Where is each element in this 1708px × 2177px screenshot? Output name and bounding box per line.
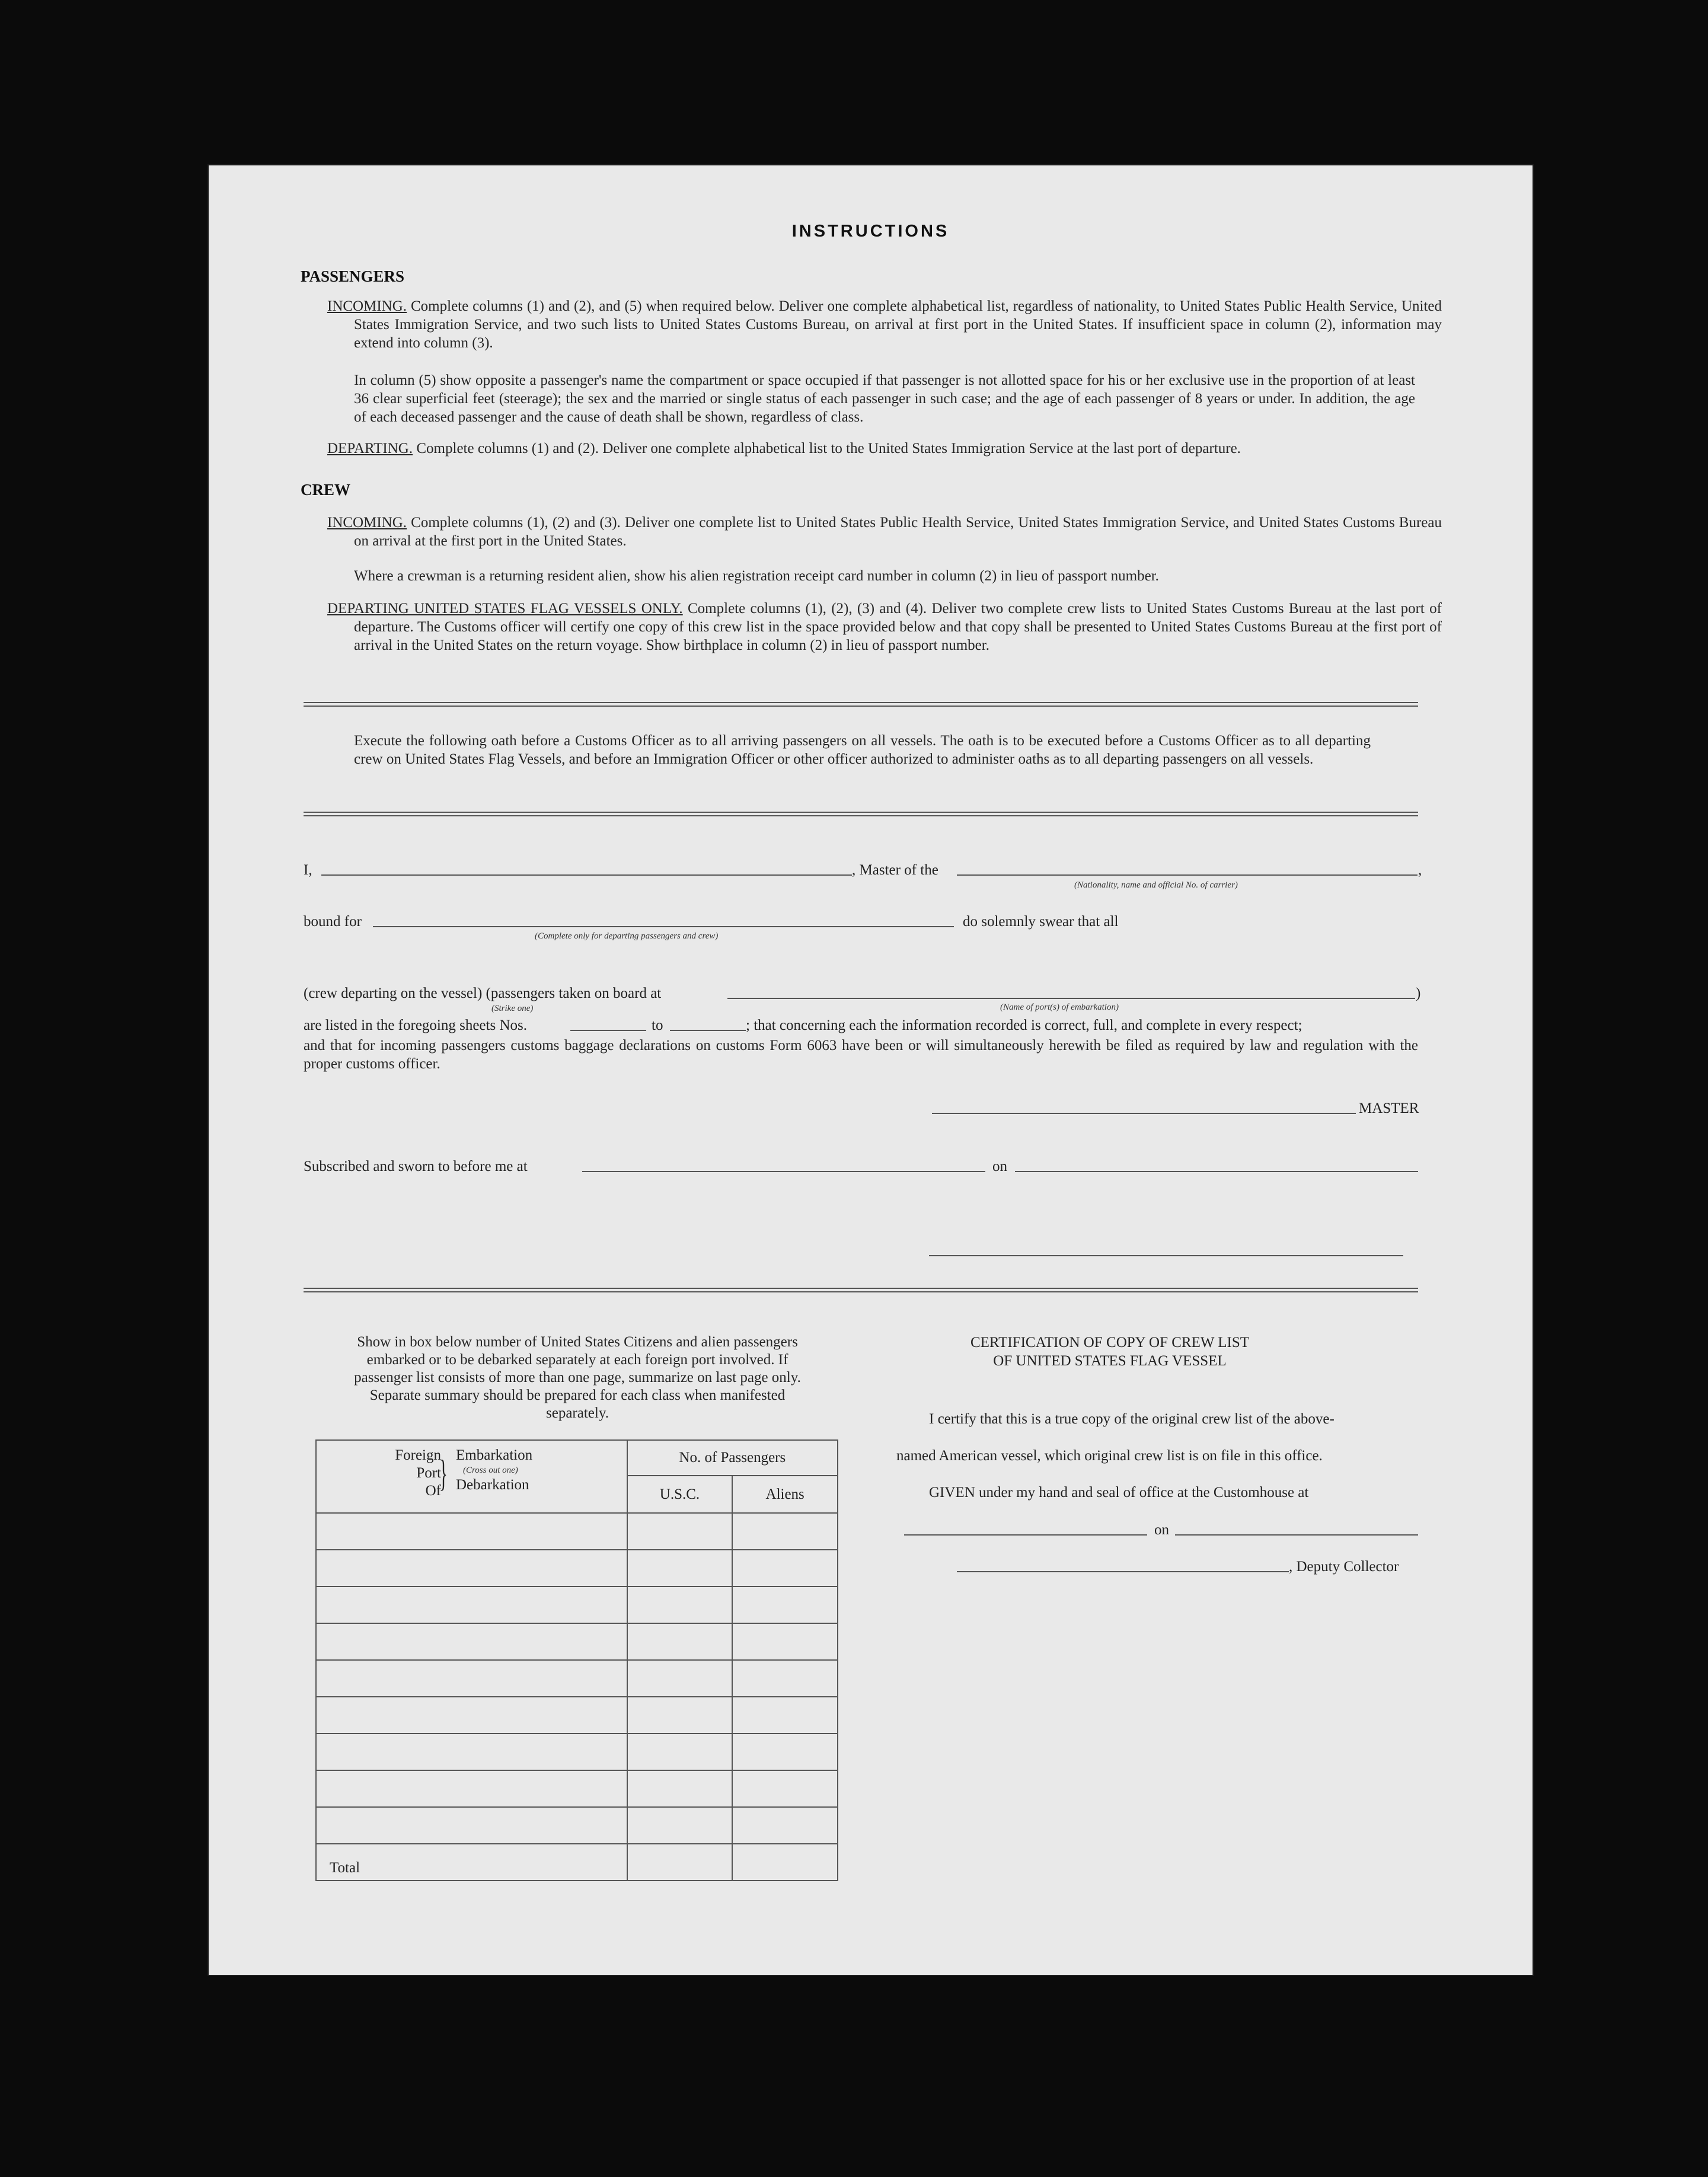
certification-heading-line2: OF UNITED STATES FLAG VESSEL xyxy=(993,1353,1227,1369)
table-row xyxy=(316,1734,838,1770)
aliens-total-cell[interactable] xyxy=(732,1844,838,1881)
divider xyxy=(304,812,1418,816)
port-cell[interactable] xyxy=(316,1770,627,1807)
passengers-departing-text: Complete columns (1) and (2). Deliver one complete alphabetical list to the United States Immigration Service at the last port of departure. xyxy=(416,440,1241,457)
usc-cell[interactable] xyxy=(627,1660,733,1697)
port-cell[interactable] xyxy=(316,1660,627,1697)
aliens-cell[interactable] xyxy=(732,1697,838,1734)
aliens-cell[interactable] xyxy=(732,1513,838,1550)
port-cell[interactable] xyxy=(316,1550,627,1587)
bound-for-field[interactable] xyxy=(373,926,954,927)
subscribed-label: Subscribed and sworn to before me at xyxy=(304,1158,528,1174)
ports-field[interactable] xyxy=(727,998,1415,999)
usc-cell[interactable] xyxy=(627,1770,733,1807)
certify-line1: I certify that this is a true copy of the original crew list of the above- xyxy=(929,1411,1335,1427)
crew-departing-label: DEPARTING UNITED STATES FLAG VESSELS ONLY. xyxy=(327,601,683,617)
master-label: MASTER xyxy=(1359,1100,1419,1116)
aliens-header: Aliens xyxy=(732,1476,838,1513)
no-passengers-header: No. of Passengers xyxy=(627,1440,838,1476)
nationality-caption: (Nationality, name and official No. of carrier) xyxy=(1074,880,1238,890)
oath-i-label: I, xyxy=(304,862,312,878)
summary-instructions: Show in box below number of United States Citizens and alien passengers embarked or to be debarked separately at each foreign port involved. If passenger list consists of more than one page, summarize on last page only. Separate summary should be prepared for each class when manifested separately. xyxy=(354,1334,801,1421)
bound-for-label: bound for xyxy=(304,914,362,930)
sworn-date-field[interactable] xyxy=(1015,1171,1418,1172)
table-row xyxy=(316,1807,838,1844)
usc-cell[interactable] xyxy=(627,1697,733,1734)
on-label: on xyxy=(992,1158,1007,1174)
port-cell[interactable] xyxy=(316,1513,627,1550)
table-row xyxy=(316,1513,838,1550)
crew-heading: CREW xyxy=(301,481,351,499)
port-header-cell xyxy=(316,1440,627,1513)
passengers-heading: PASSENGERS xyxy=(301,267,405,285)
table-row xyxy=(316,1770,838,1807)
master-signature-field[interactable] xyxy=(932,1113,1356,1114)
crew-resident-paragraph: Where a crewman is a returning resident alien, show his alien registration receipt card number in column (2) in lieu of passport number. xyxy=(354,568,1159,584)
certify-on-label: on xyxy=(1154,1522,1169,1538)
foreign-label: Foreign xyxy=(395,1447,441,1463)
crew-incoming-label: INCOMING. xyxy=(327,515,407,531)
usc-cell[interactable] xyxy=(627,1587,733,1623)
total-row xyxy=(316,1844,838,1881)
certification-heading-line1: CERTIFICATION OF COPY OF CREW LIST xyxy=(970,1335,1250,1351)
aliens-cell[interactable] xyxy=(732,1770,838,1807)
usc-cell[interactable] xyxy=(627,1807,733,1844)
port-cell[interactable] xyxy=(316,1623,627,1660)
table-row xyxy=(316,1550,838,1587)
port-cell[interactable] xyxy=(316,1697,627,1734)
close-paren: ) xyxy=(1416,985,1421,1001)
table-row xyxy=(316,1660,838,1697)
oath-comma: , xyxy=(1418,862,1422,878)
embarkation-label: Embarkation xyxy=(456,1447,533,1463)
passengers-column5-paragraph: In column (5) show opposite a passenger's name the compartment or space occupied if that passenger is not allotted space for his or her exclusive use in the proportion of at least 36 clear superficial feet (steerage); the sex and the married or single status of each passenger in such case; and the age of each passenger of 8 years or under. In addition, the age of each deceased passenger and the cause of death shall be shown, regardless of class. xyxy=(354,372,1415,425)
certify-line3: GIVEN under my hand and seal of office at the Customhouse at xyxy=(929,1485,1309,1501)
port-cell[interactable] xyxy=(316,1587,627,1623)
passengers-incoming-label: INCOMING. xyxy=(327,298,407,314)
crew-departing-label: (crew departing on the vessel) (passengers taken on board at xyxy=(304,985,662,1001)
divider xyxy=(304,702,1418,707)
usc-header: U.S.C. xyxy=(627,1476,733,1513)
port-cell[interactable] xyxy=(316,1807,627,1844)
passengers-departing-paragraph xyxy=(327,439,1415,458)
cross-out-caption: (Cross out one) xyxy=(463,1466,518,1475)
table-row xyxy=(316,1697,838,1734)
certify-line2: named American vessel, which original crew list is on file in this office. xyxy=(896,1448,1323,1464)
aliens-cell[interactable] xyxy=(732,1807,838,1844)
swear-label: do solemnly swear that all xyxy=(963,914,1119,930)
oath-instructions: Execute the following oath before a Customs Officer as to all arriving passengers on all vessels. The oath is to be executed before a Customs Officer as to all departing crew on United States Flag Vessels, and before an Immigration Officer or other officer authorized to administer oaths as to all departing passengers on all vessels. xyxy=(354,733,1371,767)
sworn-place-field[interactable] xyxy=(582,1171,985,1172)
aliens-cell[interactable] xyxy=(732,1623,838,1660)
deputy-collector-label: , Deputy Collector xyxy=(1289,1559,1399,1575)
passengers-departing-label: DEPARTING. xyxy=(327,440,413,457)
deputy-signature-field[interactable] xyxy=(957,1571,1289,1572)
usc-total-cell[interactable] xyxy=(627,1844,733,1881)
strike-caption: (Strike one) xyxy=(491,1004,534,1013)
brace-icon: } xyxy=(439,1452,448,1494)
aliens-cell[interactable] xyxy=(732,1734,838,1770)
sheet-from-field[interactable] xyxy=(570,1030,646,1031)
instructions-title: INSTRUCTIONS xyxy=(791,222,950,241)
master-name-field[interactable] xyxy=(321,874,852,876)
usc-cell[interactable] xyxy=(627,1734,733,1770)
master-of-label: , Master of the xyxy=(852,862,938,878)
oath-body-text: and that for incoming passengers customs baggage declarations on customs Form 6063 have been or will simultaneously herewith be filed as required by law and regulation with the proper customs officer. xyxy=(304,1038,1418,1072)
total-label: Total xyxy=(316,1844,627,1881)
sheets-rest: ; that concerning each the information recorded is correct, full, and complete in every respect; xyxy=(746,1017,1302,1033)
crew-departing-text: Complete columns (1), (2), (3) and (4). Deliver two complete crew lists to United States Customs Bureau at the last port of departure. The Customs officer will certify one copy of this crew list in the space provided below and that copy shall be presented to United States Customs Bureau at the first port of arrival in the United States on the return voyage. Show birthplace in column (2) in lieu of passport number. xyxy=(354,601,1442,653)
certify-date-field[interactable] xyxy=(1175,1534,1418,1536)
bound-caption: (Complete only for departing passengers and crew) xyxy=(535,931,719,941)
passengers-incoming-paragraph xyxy=(327,297,1442,352)
usc-cell[interactable] xyxy=(627,1550,733,1587)
passenger-summary-table xyxy=(315,1439,838,1881)
aliens-cell[interactable] xyxy=(732,1660,838,1697)
of-label: Of xyxy=(425,1483,441,1499)
sheet-to-field[interactable] xyxy=(670,1030,746,1031)
crew-incoming-text: Complete columns (1), (2) and (3). Deliver one complete list to United States Public Health Service, United States Immigration Service, and United States Customs Bureau on arrival at the first port in the United States. xyxy=(354,515,1442,549)
debarkation-label: Debarkation xyxy=(456,1477,529,1493)
customhouse-field[interactable] xyxy=(904,1534,1147,1536)
carrier-field[interactable] xyxy=(957,874,1418,876)
aliens-cell[interactable] xyxy=(732,1550,838,1587)
table-row xyxy=(316,1587,838,1623)
to-label: to xyxy=(652,1017,663,1033)
form-page xyxy=(209,165,1533,1975)
usc-cell[interactable] xyxy=(627,1513,733,1550)
aliens-cell[interactable] xyxy=(732,1587,838,1623)
port-label: Port xyxy=(416,1465,441,1481)
table-row xyxy=(316,1623,838,1660)
certification-heading xyxy=(861,1333,1359,1370)
sheets-label: are listed in the foregoing sheets Nos. xyxy=(304,1017,527,1033)
divider xyxy=(304,1288,1418,1292)
port-cell[interactable] xyxy=(316,1734,627,1770)
passengers-incoming-text: Complete columns (1) and (2), and (5) when required below. Deliver one complete alphabetical list, regardless of nationality, to United States Public Health Service, United States Immigration Service, and two such lists to United States Customs Bureau, on arrival at first port in the United States. If insufficient space in column (2), information may extend into column (3). xyxy=(354,298,1442,351)
crew-departing-paragraph xyxy=(327,599,1442,655)
crew-incoming-paragraph xyxy=(327,513,1442,550)
officer-signature-field[interactable] xyxy=(929,1255,1403,1256)
usc-cell[interactable] xyxy=(627,1623,733,1660)
ports-caption: (Name of port(s) of embarkation) xyxy=(1000,1003,1119,1012)
